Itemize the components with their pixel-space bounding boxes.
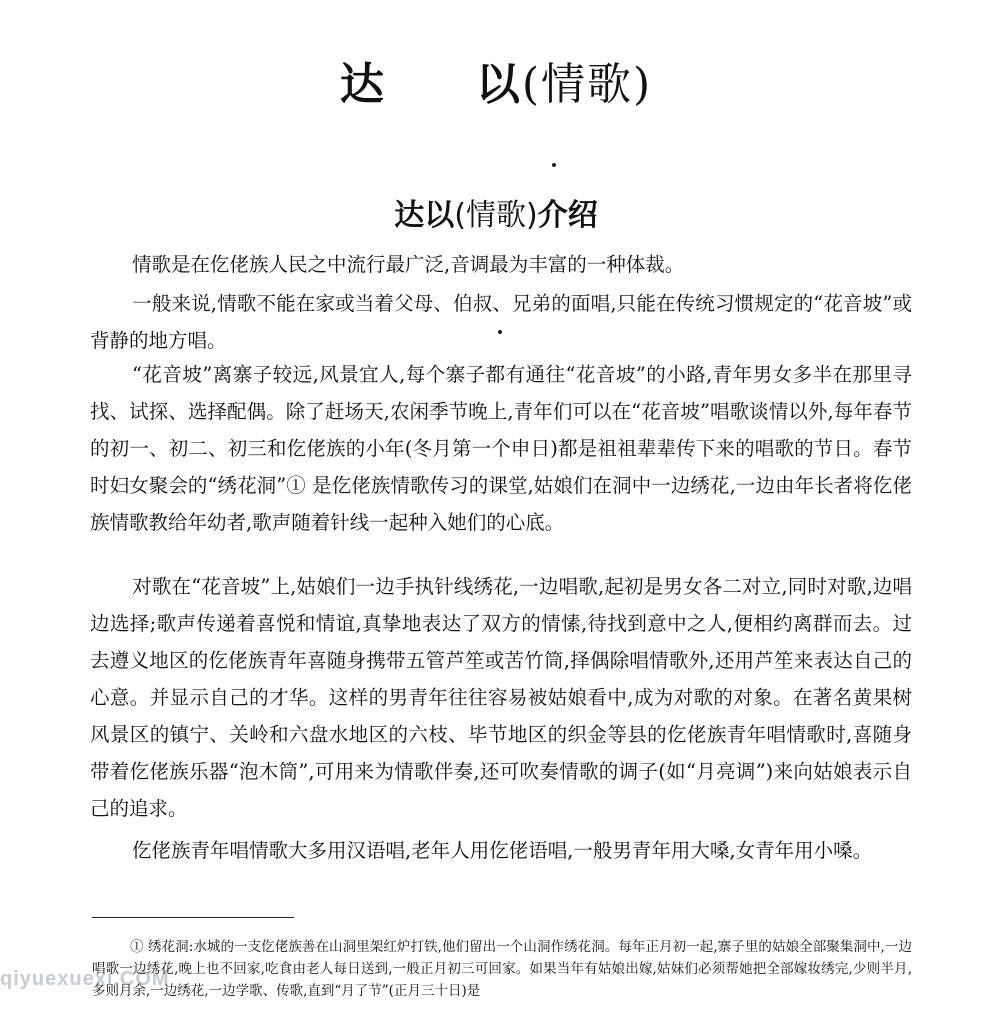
section-heading-paren: (情歌) [454,198,538,233]
section-heading-suffix: 介绍 [537,198,598,233]
watermark: qiyuexuexi.COM [0,968,170,990]
scan-speck [498,330,502,334]
paragraph-1-text: 情歌是在仡佬族人民之中流行最广泛,音调最为丰富的一种体裁。 [132,253,685,276]
paragraph-1 [90,246,912,283]
page-title [0,48,992,112]
footnote-text: ① 绣花洞:水城的一支仡佬族善在山洞里架红炉打铁,他们留出一个山洞作绣花洞。每年正月初一起,寨子里的姑娘全部聚集洞中,一边唱歌一边绣花,晚上也不回家,吃食由老人每日送到,一般正月初三可回家。如果当年有姑娘出嫁,姑妹们必须帮她把全部嫁妆绣完,少则半月,多则月余,一边绣花,一边学歌、传歌,直到“月了节”(正月三十日)是 [92,939,912,999]
section-heading-main: 达以 [394,198,455,233]
paragraph-5-text: 仡佬族青年唱情歌大多用汉语唱,老年人用仡佬语唱,一般男青年用大嗓,女青年用小嗓。 [132,839,873,862]
paragraph-2 [90,285,912,359]
footnote [92,936,912,1002]
paragraph-3-text: “花音坡”离寨子较远,风景宜人,每个寨子都有通往“花音坡”的小路,青年男女多半在那里寻找、试探、选择配偶。除了赶场天,农闲季节晚上,青年们可以在“花音坡”唱歌谈情以外,每年春节的初一、初二、初三和仡佬族的小年(冬月第一个申日)都是祖祖辈辈传下来的唱歌的节日。春节时妇女聚会的“绣花洞”① 是仡佬族情歌传习的课堂,姑娘们在洞中一边绣花,一边由年长者将仡佬族情歌教给年幼者,歌声随着针线一起种入她们的心底。 [90,363,912,534]
paragraph-3 [90,356,912,541]
paragraph-2-text: 一般来说,情歌不能在家或当着父母、伯叔、兄弟的面唱,只能在传统习惯规定的“花音坡”或背静的地方唱。 [90,292,912,352]
footnote-divider [92,917,294,918]
page-title-char-1: 达 [339,59,386,110]
page-title-char-2: 以 [475,59,522,110]
scan-speck [552,163,556,167]
paragraph-5 [90,832,912,869]
section-heading [0,190,992,234]
paragraph-4 [90,568,912,827]
page-title-paren: (情歌) [521,59,653,110]
paragraph-4-text: 对歌在“花音坡”上,姑娘们一边手执针线绣花,一边唱歌,起初是男女各二对立,同时对歌,边唱边选择;歌声传递着喜悦和情谊,真挚地表达了双方的情愫,待找到意中之人,便相约离群而去。过去遵义地区的仡佬族青年喜随身携带五管芦笙或苦竹筒,择偶除唱情歌外,还用芦笙来表达自己的心意。并显示自己的才华。这样的男青年往往容易被姑娘看中,成为对歌的对象。在著名黄果树风景区的镇宁、关岭和六盘水地区的六枝、毕节地区的织金等县的仡佬族青年唱情歌时,喜随身带着仡佬族乐器“泡木筒”,可用来为情歌伴奏,还可吹奏情歌的调子(如“月亮调”)来向姑娘表示自己的追求。 [90,575,912,820]
